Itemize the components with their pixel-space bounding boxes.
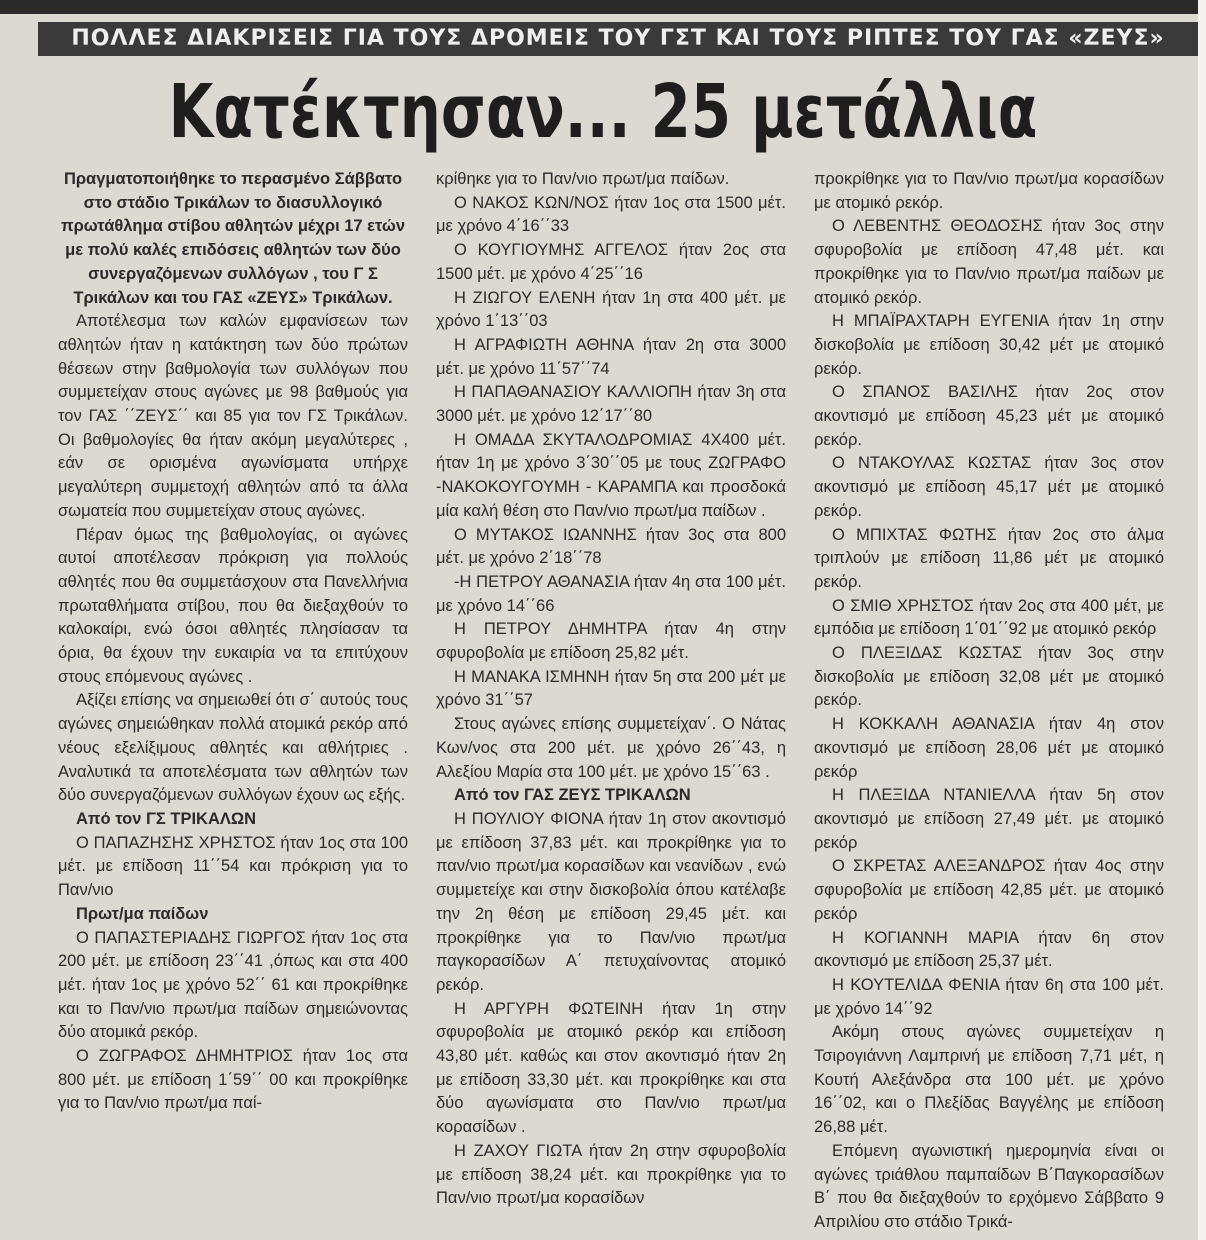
paragraph: προκρίθηκε για το Παν/νιο πρωτ/μα κορασίδων με ατομικό ρεκόρ.	[814, 170, 1164, 212]
kicker-banner: ΠΟΛΛΕΣ ΔΙΑΚΡΙΣΕΙΣ ΓΙΑ ΤΟΥΣ ΔΡΟΜΕΙΣ ΤΟΥ ΓΣΤ ΚΑΙ ΤΟΥΣ ΡΙΠΤΕΣ ΤΟΥ ΓΑΣ «ΖΕΥΣ»	[38, 22, 1198, 56]
paragraph: Στους αγώνες επίσης συμμετείχαν΄. Ο Νάτας Κων/νος στα 200 μέτ. με χρόνο 26΄΄43, η Αλεξίου Μαρία στα 100 μέτ. με χρόνο 15΄΄63 .	[436, 715, 786, 781]
paragraph: Αποτέλεσμα των καλών εμφανίσεων των αθλητών ήταν η κατάκτηση των δύο πρώτων θέσεων στην βαθμολογία των συλλόγων που συμμετείχαν στους αγώνες με 98 βαθμούς για τον ΓΑΣ ΄΄ΖΕΥΣ΄΄ και 85 για τον ΓΣ Τρικάλων. Οι βαθμολογίες θα ήταν ακόμη μεγαλύτερες , εάν σε ορισμένα αγωνίσματα υπήρχε μεγαλύτερη συμμετοχή αθλητών από τα άλλα σωματεία που συμμετείχαν στους αγώνες.	[58, 312, 408, 520]
section-subheading: Από τον ΓΑΣ ΖΕΥΣ ΤΡΙΚΑΛΩΝ	[454, 786, 691, 805]
paragraph: Η ΑΓΡΑΦΙΩΤΗ ΑΘΗΝΑ ήταν 2η στα 3000 μέτ. με χρόνο 11΄57΄΄74	[436, 335, 786, 378]
headline: Κατέκτησαν... 25 μετάλλια	[168, 69, 1038, 155]
paragraph: Η ΠΑΠΑΘΑΝΑΣΙΟΥ ΚΑΛΛΙΟΠΗ ήταν 3η στα 3000 μέτ. με χρόνο 12΄17΄΄80	[436, 383, 786, 426]
right-edge	[1198, 0, 1206, 1240]
paragraph: Ο ΣΜΙΘ ΧΡΗΣΤΟΣ ήταν 2ος στα 400 μέτ, με εμπόδια με επίδοση 1΄01΄΄92 με ατομικό ρεκόρ	[814, 596, 1164, 639]
article-column-1	[58, 168, 408, 1240]
paragraph: Η ΚΟΥΤΕΛΙΔΑ ΦΕΝΙΑ ήταν 6η στα 100 μέτ. με χρόνο 14΄΄92	[814, 975, 1164, 1018]
article-column-2	[436, 168, 786, 1240]
paragraph: Η ΖΑΧΟΥ ΓΙΩΤΑ ήταν 2η στην σφυροβολία με επίδοση 38,24 μέτ. και προκρίθηκε για το Παν/νιο πρωτ/μα κορασίδων	[436, 1141, 786, 1208]
paragraph: Η ΠΕΤΡΟΥ ΔΗΜΗΤΡΑ ήταν 4η στην σφυροβολία με επίδοση 25,82 μέτ.	[436, 620, 786, 663]
paragraph: Η ΠΛΕΞΙΔΑ ΝΤΑΝΙΕΛΛΑ ήταν 5η στον ακοντισμό με επίδοση 27,49 μέτ. με ατομικό ρεκόρ	[814, 786, 1164, 852]
paragraph: Η ΟΜΑΔΑ ΣΚΥΤΑΛΟΔΡΟΜΙΑΣ 4Χ400 μέτ. ήταν 1η με χρόνο 3΄30΄΄05 με τους ΖΩΓΡΑΦΟ -ΝΑΚΟΚΟΥΓΟΥΜΗ - ΚΑΡΑΜΠΑ και προσδοκά μία καλή θέση στο Παν/νιο πρωτ/μα παίδων .	[436, 430, 786, 520]
paragraph: Επόμενη αγωνιστική ημερομηνία είναι οι αγώνες τριάθλου παμπαίδων Β΄Παγκορασίδων Β΄ που θα διεξαχθούν το ερχόμενο Σάββατο 9 Απριλίου στο στάδιο Τρικά-	[814, 1141, 1164, 1231]
paragraph: Αξίζει επίσης να σημειωθεί ότι σ΄ αυτούς τους αγώνες σημειώθηκαν πολλά ατομικά ρεκόρ από νέους εξελίξιμους αθλητές και αθλήτριες . Αναλυτικά τα αποτελέσματα των αθλητών των δύο συνεργαζόμενων συλλόγων έχουν ως εξής.	[58, 691, 408, 805]
paragraph: Ο ΝΑΚΟΣ ΚΩΝ/ΝΟΣ ήταν 1ος στα 1500 μέτ. με χρόνο 4΄16΄΄33	[436, 193, 786, 236]
paragraph: Η ΖΙΩΓΟΥ ΕΛΕΝΗ ήταν 1η στα 400 μέτ. με χρόνο 1΄13΄΄03	[436, 288, 786, 331]
top-edge	[0, 0, 1206, 14]
paragraph: Ο ΠΑΠΑΖΗΣΗΣ ΧΡΗΣΤΟΣ ήταν 1ος στα 100 μέτ. με επίδοση 11΄΄54 και πρόκριση για το Παν/νιο	[58, 833, 408, 900]
paragraph: Ο ΠΑΠΑΣΤΕΡΙΑΔΗΣ ΓΙΩΡΓΟΣ ήταν 1ος στα 200 μέτ. με επίδοση 23΄΄41 ,όπως και στα 400 μέτ. ήταν 1ος με χρόνο 52΄΄ 61 και προκρίθηκε και το Παν/νιο πρωτ/μα παίδων σημειώνοντας δύο ατομικά ρεκόρ.	[58, 928, 408, 1042]
paragraph: Η ΜΠΑΪΡΑΧΤΑΡΗ ΕΥΓΕΝΙΑ ήταν 1η στην δισκοβολία με επίδοση 30,42 μέτ με ατομικό ρεκόρ.	[814, 312, 1164, 378]
lead-paragraph: Πραγματοποιήθηκε το περασμένο Σάββατο στο στάδιο Τρικάλων το διασυλλογικό πρωτάθλημα στίβου αθλητών μέχρι 17 ετών με πολύ καλές επιδόσεις αθλητών των δύο συνεργαζόμενων συλλόγων , του Γ Σ Τρικάλων και του ΓΑΣ «ΖΕΥΣ» Τρικάλων.	[60, 170, 406, 307]
paragraph: Ο ΣΚΡΕΤΑΣ ΑΛΕΞΑΝΔΡΟΣ ήταν 4ος στην σφυροβολία με επίδοση 42,85 μέτ. με ατομικό ρεκόρ	[814, 857, 1164, 923]
paragraph: κρίθηκε για το Παν/νιο πρωτ/μα παίδων.	[436, 170, 730, 188]
paragraph: Η ΠΟΥΛΙΟΥ ΦΙΟΝΑ ήταν 1η στον ακοντισμό με επίδοση 37,83 μέτ. και προκρίθηκε για το παν/νιο πρωτ/μα κορασίδων και νεανίδων , ενώ συμμετείχε και στην δισκοβολία όπου κατέλαβε την 2η θέση με επίδοση 29,45 μέτ. και προκρίθηκε για το Παν/νιο πρωτ/μα παγκορασίδων Α΄ πετυχαίνοντας ατομικό ρεκόρ.	[436, 809, 786, 994]
paragraph: Ο ΝΤΑΚΟΥΛΑΣ ΚΩΣΤΑΣ ήταν 3ος στον ακοντισμό με επίδοση 45,17 μέτ με ατομικό ρεκόρ.	[814, 454, 1164, 520]
paragraph: -Η ΠΕΤΡΟΥ ΑΘΑΝΑΣΙΑ ήταν 4η στα 100 μέτ. με χρόνο 14΄΄66	[436, 572, 786, 615]
paragraph: Ο ΚΟΥΓΙΟΥΜΗΣ ΑΓΓΕΛΟΣ ήταν 2ος στα 1500 μέτ. με χρόνο 4΄25΄΄16	[436, 241, 786, 283]
paragraph: Ο ΜΥΤΑΚΟΣ ΙΩΑΝΝΗΣ ήταν 3ος στα 800 μέτ. με χρόνο 2΄18΄΄78	[436, 525, 786, 568]
paragraph: Ο ΠΛΕΞΙΔΑΣ ΚΩΣΤΑΣ ήταν 3ος στην δισκοβολία με επίδοση 32,08 μέτ με ατομικό ρεκόρ.	[814, 644, 1164, 710]
paragraph: Ακόμη στους αγώνες συμμετείχαν η Τσιρογιάννη Λαμπρινή με επίδοση 7,71 μέτ, η Κουτή Αλεξάνδρα στα 100 μέτ. με χρόνο 16΄΄02, και ο Πλεξίδας Βαγγέλης με επίδοση 26,88 μέτ.	[814, 1023, 1164, 1137]
paragraph: Πέραν όμως της βαθμολογίας, οι αγώνες αυτοί αποτέλεσαν πρόκριση για πολλούς αθλητές που θα συμμετάσχουν στα Πανελλήνια πρωταθλήματα στίβου, που θα διεξαχθούν το καλοκαίρι, ενώ όσοι αθλητές πλησίασαν τα όρια, θα έχουν την ευκαιρία να τα επιτύχουν στους επόμενους αγώνες .	[58, 525, 408, 686]
paragraph: Η ΜΑΝΑΚΑ ΙΣΜΗΝΗ ήταν 5η στα 200 μέτ με χρόνο 31΄΄57	[436, 667, 786, 710]
paragraph: Ο ΛΕΒΕΝΤΗΣ ΘΕΟΔΟΣΗΣ ήταν 3ος στην σφυροβολία με επίδοση 47,48 μέτ. και προκρίθηκε για το Παν/νιο πρωτ/μα παίδων με ατομικό ρεκόρ.	[814, 217, 1164, 307]
article-column-3	[814, 168, 1164, 1240]
paragraph: Ο ΜΠΙΧΤΑΣ ΦΩΤΗΣ ήταν 2ος στο άλμα τριπλούν με επίδοση 11,86 μέτ με ατομικό ρεκόρ.	[814, 525, 1164, 591]
paragraph: Η ΑΡΓΥΡΗ ΦΩΤΕΙΝΗ ήταν 1η στην σφυροβολία με ατομικό ρεκόρ και επίδοση 43,80 μέτ. καθώς και στον ακοντισμό ήταν 2η με επίδοση 33,30 μέτ. και προκρίθηκε και στα δύο αγωνίσματα στο Παν/νιο πρωτ/μα κορασίδων .	[436, 999, 786, 1137]
section-subheading: Πρωτ/μα παίδων	[76, 904, 209, 923]
section-subheading: Από τον ΓΣ ΤΡΙΚΑΛΩΝ	[76, 809, 257, 828]
paragraph: Η ΚΟΓΙΑΝΝΗ ΜΑΡΙΑ ήταν 6η στον ακοντισμό με επίδοση 25,37 μέτ.	[814, 928, 1164, 971]
paragraph: Η ΚΟΚΚΑΛΗ ΑΘΑΝΑΣΙΑ ήταν 4η στον ακοντισμό με επίδοση 28,06 μέτ με ατομικό ρεκόρ	[814, 715, 1164, 781]
paragraph: Ο ΖΩΓΡΑΦΟΣ ΔΗΜΗΤΡΙΟΣ ήταν 1ος στα 800 μέτ. με επίδοση 1΄59΄΄ 00 και προκρίθηκε για το Παν/νιο πρωτ/μα παί-	[58, 1047, 408, 1113]
paragraph: Ο ΣΠΑΝΟΣ ΒΑΣΙΛΗΣ ήταν 2ος στον ακοντισμό με επίδοση 45,23 μέτ με ατομικό ρεκόρ.	[814, 383, 1164, 449]
